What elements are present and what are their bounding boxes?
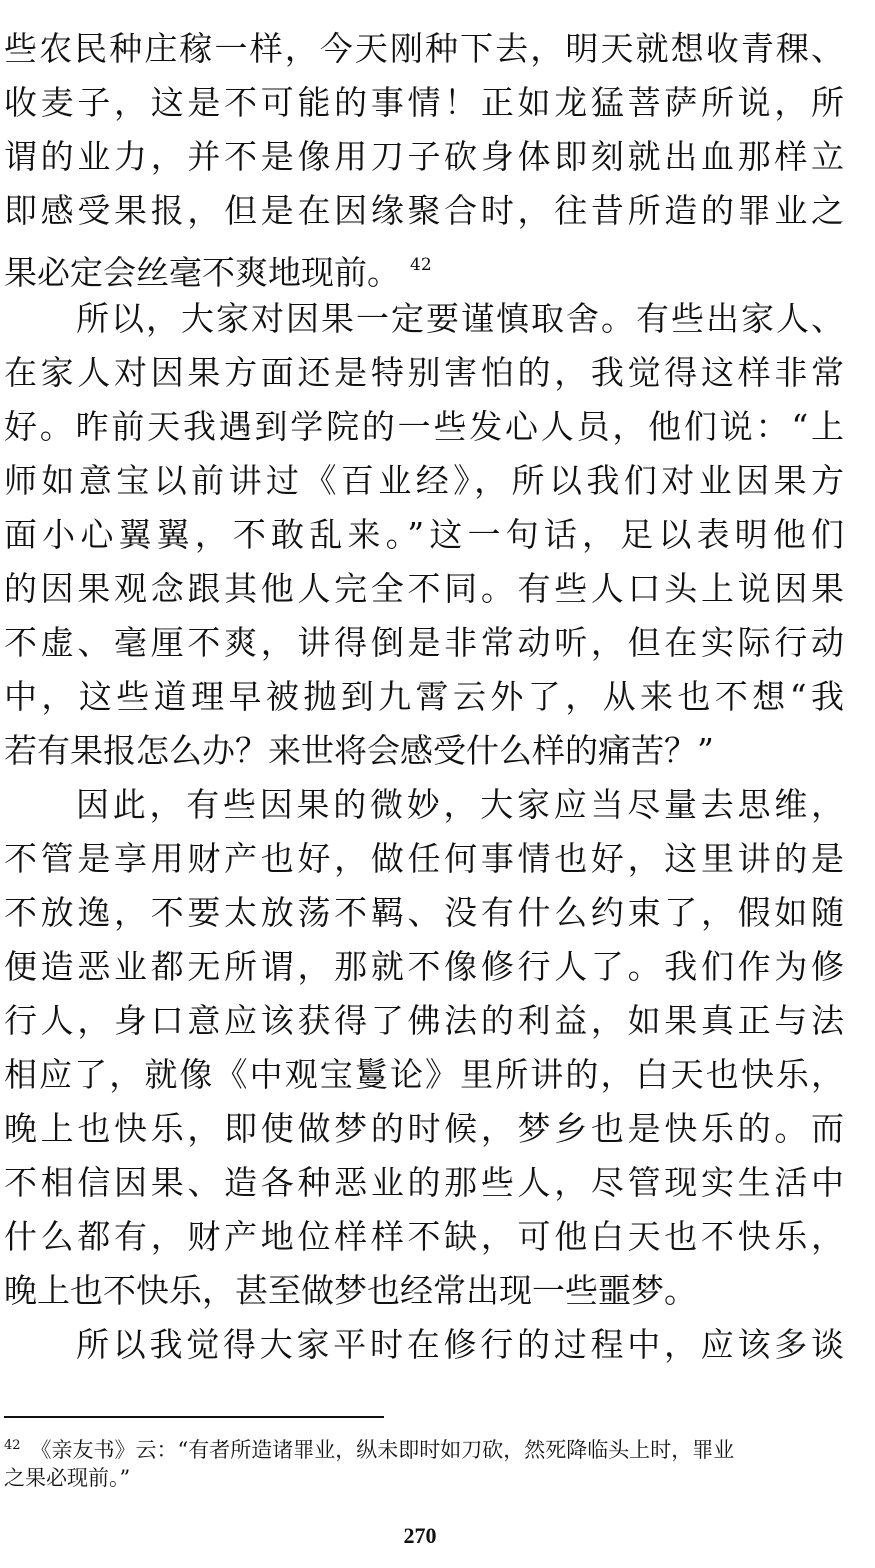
paragraph-first-line: 所以，大家对因果一定要谨慎取舍。有些出家人、 xyxy=(76,299,844,338)
text-line: 收麦子，这是不可能的事情！正如龙猛菩萨所说，所 xyxy=(4,83,844,122)
text-line: 谓的业力，并不是像用刀子砍身体即刻就出血那样立 xyxy=(4,137,844,176)
text-line: 在家人对因果方面还是特别害怕的，我觉得这样非常 xyxy=(4,353,844,392)
text-line: 即感受果报，但是在因缘聚合时，往昔所造的罪业之 xyxy=(4,191,844,230)
text-line: 若有果报怎么办？来世将会感受什么样的痛苦？” xyxy=(4,731,714,770)
page-number: 270 xyxy=(403,1523,437,1548)
footnote xyxy=(4,1432,844,1492)
text-line: 不相信因果、造各种恶业的那些人，尽管现实生活中 xyxy=(4,1163,844,1202)
text-line: 不虚、毫厘不爽，讲得倒是非常动听，但在实际行动 xyxy=(4,623,844,662)
text-line: 果必定会丝毫不爽地现前。 xyxy=(4,253,400,292)
text-line: 些农民种庄稼一样，今天刚种下去，明天就想收青稞、 xyxy=(4,29,844,68)
text-line: 行人，身口意应该获得了佛法的利益，如果真正与法 xyxy=(4,1001,844,1040)
text-line: 便造恶业都无所谓，那就不像修行人了。我们作为修 xyxy=(4,947,844,986)
text-line: 晚上也快乐，即使做梦的时候，梦乡也是快乐的。而 xyxy=(4,1109,844,1148)
text-line: 不放逸，不要太放荡不羁、没有什么约束了，假如随 xyxy=(4,893,844,932)
text-line: 的因果观念跟其他人完全不同。有些人口头上说因果 xyxy=(4,569,844,608)
text-line: 师如意宝以前讲过《百业经》，所以我们对业因果方 xyxy=(4,461,844,500)
footnote-text: 之果必现前。” xyxy=(4,1466,131,1490)
text-line: 什么都有，财产地位样样不缺，可他白天也不快乐， xyxy=(4,1217,844,1256)
paragraph-first-line: 所以我觉得大家平时在修行的过程中，应该多谈 xyxy=(76,1325,844,1364)
text-line-with-footnote xyxy=(4,238,844,292)
footnote-line xyxy=(4,1432,844,1464)
text-line: 好。昨前天我遇到学院的一些发心人员，他们说：“上 xyxy=(4,407,844,446)
text-line: 面小心翼翼，不敢乱来。”这一句话，足以表明他们 xyxy=(4,515,844,554)
body-text xyxy=(4,22,844,1372)
paragraph-first-line: 因此，有些因果的微妙，大家应当尽量去思维， xyxy=(76,785,844,824)
footnote-mark: 42 xyxy=(4,1438,21,1453)
text-line: 晚上也不快乐，甚至做梦也经常出现一些噩梦。 xyxy=(4,1271,697,1310)
footnote-divider xyxy=(4,1416,384,1418)
footnote-text: 《亲友书》云：“有者所造诸罪业，纵未即时如刀砍，然死降临头上时，罪业 xyxy=(30,1438,735,1462)
text-line: 不管是享用财产也好，做任何事情也好，这里讲的是 xyxy=(4,839,844,878)
text-line: 相应了，就像《中观宝鬘论》里所讲的，白天也快乐， xyxy=(4,1055,844,1094)
text-line: 中，这些道理早被抛到九霄云外了，从来也不想“我 xyxy=(4,677,844,716)
footnote-reference[interactable]: 42 xyxy=(410,255,432,275)
